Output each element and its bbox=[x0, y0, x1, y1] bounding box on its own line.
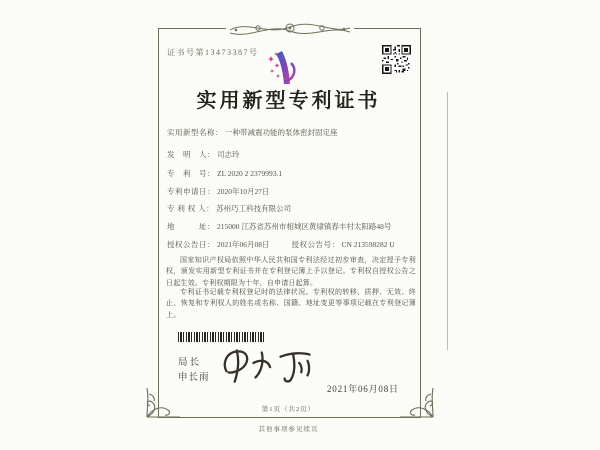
field-label: 授权公告号： bbox=[291, 240, 340, 249]
bottom-right-flourish-icon bbox=[399, 386, 437, 420]
continuation-note: 其他事项参见续页 bbox=[258, 426, 319, 433]
field-patentee bbox=[167, 203, 419, 214]
field-label: 专 利 号： bbox=[167, 169, 215, 178]
field-label: 专 利 权 人： bbox=[167, 204, 215, 213]
director-name-label: 申长雨 bbox=[178, 373, 210, 383]
field-inventor bbox=[167, 149, 419, 160]
page-number-footer: 第1页（共2页） bbox=[261, 406, 316, 413]
field-label: 专利申请日： bbox=[167, 187, 215, 196]
field-value: 2020年10月27日 bbox=[217, 187, 270, 196]
field-patent-number bbox=[167, 168, 419, 179]
bottom-left-flourish-icon bbox=[143, 386, 181, 420]
director-signature-icon bbox=[216, 344, 320, 386]
grant-date-pair bbox=[167, 239, 270, 250]
field-grant-announcement bbox=[167, 239, 419, 250]
grant-number-pair bbox=[292, 239, 395, 250]
field-label: 地 址： bbox=[167, 222, 215, 231]
certificate-number: 证书号第13473387号 bbox=[167, 48, 259, 57]
field-value: 司志玲 bbox=[217, 150, 240, 159]
director-title-label: 局长 bbox=[178, 358, 202, 368]
field-value: ZL 2020 2 2379993.1 bbox=[217, 169, 283, 178]
qr-code-icon bbox=[382, 45, 411, 74]
field-label: 发 明 人： bbox=[167, 150, 215, 159]
field-utility-model-name bbox=[167, 127, 419, 138]
field-label: 授权公告日： bbox=[167, 240, 215, 249]
legal-paragraph-1: 国家知识产权局依照中华人民共和国专利法经过初步审查，决定授予专利权，颁发实用新型专利证书并在专利登记簿上予以登记。专利权自授权公告之日起生效。专利权期限为十年，自申请日起算。 bbox=[166, 256, 416, 287]
cnipa-patent-logo-icon bbox=[265, 49, 299, 87]
field-value: 215000 江苏省苏州市相城区黄埭镇春丰村太阳路48号 bbox=[217, 222, 392, 231]
field-address bbox=[167, 221, 419, 232]
field-value: CN 213598282 U bbox=[341, 240, 395, 249]
field-label: 实用新型名称： bbox=[167, 128, 223, 137]
certificate-title: 实用新型专利证书 bbox=[196, 90, 381, 112]
top-floral-ornament-icon bbox=[226, 15, 354, 41]
paper-edge-shadow bbox=[447, 92, 448, 350]
field-value: 一种带减震功能的泵体密封固定座 bbox=[225, 128, 338, 137]
field-filing-date bbox=[167, 186, 419, 197]
barcode-icon bbox=[178, 332, 264, 342]
signature-date: 2021年06月08日 bbox=[327, 384, 399, 394]
legal-paragraph-2: 专利证书记载专利权登记时的法律状况。专利权的转移、质押、无效、终止、恢复和专利权人的姓名或名称、国籍、地址变更等事项记载在专利登记簿上。 bbox=[166, 288, 416, 319]
field-value: 苏州巧工科技有限公司 bbox=[216, 204, 292, 213]
field-value: 2021年06月08日 bbox=[217, 240, 270, 249]
